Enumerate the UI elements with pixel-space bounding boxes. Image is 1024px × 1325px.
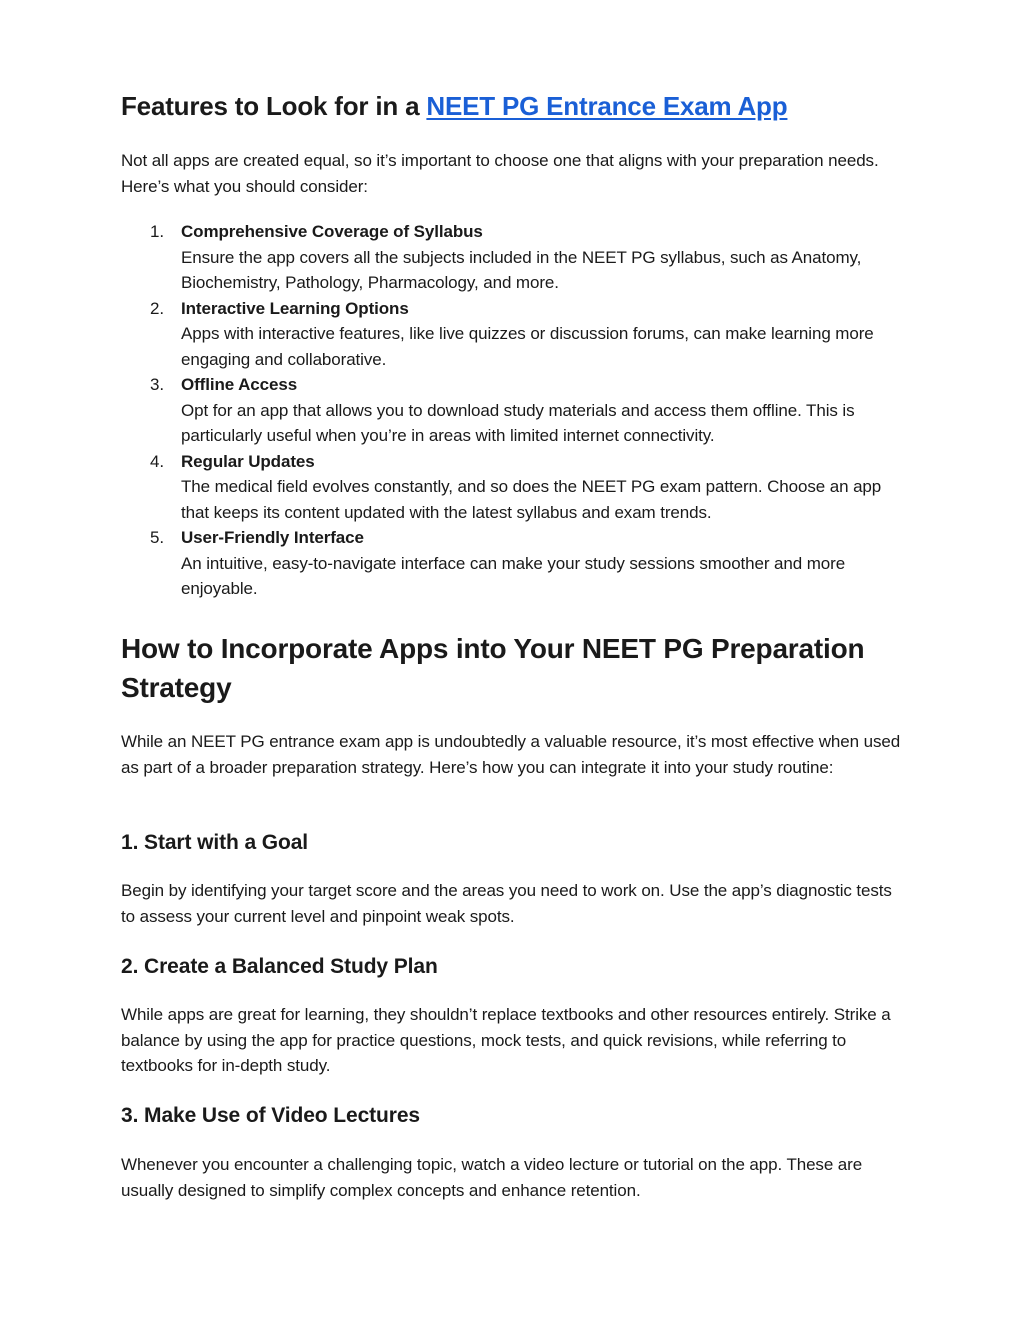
list-item-title: User-Friendly Interface	[181, 528, 364, 547]
list-item-description: Apps with interactive features, like live quizzes or discussion forums, can make learning more engaging and collaborative.	[181, 324, 874, 369]
step-text-video-lectures: Whenever you encounter a challenging topic, watch a video lecture or tutorial on the app. These are usually designed to simplify complex concepts and enhance retention.	[121, 1155, 863, 1200]
step-text-study-plan: While apps are great for learning, they shouldn’t replace textbooks and other resources entirely. Strike a balance by using the app for practice questions, mock tests, and quick revisions, while referring to textbooks for in-depth study.	[121, 1005, 891, 1075]
features-intro: Not all apps are created equal, so it’s important to choose one that aligns with your preparation needs. Here’s what you should consider:	[121, 151, 879, 196]
step-heading-study-plan: 2. Create a Balanced Study Plan	[121, 955, 438, 978]
list-item-description: Ensure the app covers all the subjects included in the NEET PG syllabus, such as Anatomy, Biochemistry, Pathology, Pharmacology, and more.	[181, 247, 862, 292]
list-item-number: 1.	[150, 222, 164, 241]
incorporate-intro: While an NEET PG entrance exam app is undoubtedly a valuable resource, it’s most effective when used as part of a broader preparation strategy. Here’s how you can integrate it into your study routine:	[121, 732, 901, 777]
list-item-title: Regular Updates	[181, 451, 315, 471]
list-item-title: Offline Access	[181, 375, 298, 394]
features-list	[121, 219, 906, 602]
list-item-title: Interactive Learning Options	[181, 298, 409, 318]
step-heading-video-lectures: 3. Make Use of Video Lectures	[121, 1104, 420, 1127]
incorporate-heading: How to Incorporate Apps into Your NEET PG Preparation Strategy	[121, 633, 865, 703]
list-item	[121, 525, 906, 602]
features-heading-prefix: Features to Look for in a	[121, 91, 427, 121]
list-item-number: 2.	[150, 298, 164, 318]
list-item-number: 3.	[150, 375, 164, 394]
list-item	[121, 449, 906, 526]
list-item-title: Comprehensive Coverage of Syllabus	[181, 222, 483, 241]
list-item	[121, 219, 906, 296]
list-item-description: Opt for an app that allows you to download study materials and access them offline. This is particularly useful when you’re in areas with limited internet connectivity.	[181, 400, 855, 445]
step-text-goal: Begin by identifying your target score and the areas you need to work on. Use the app’s diagnostic tests to assess your current level and pinpoint weak spots.	[121, 881, 892, 926]
list-item	[121, 372, 906, 449]
neet-pg-app-link[interactable]: NEET PG Entrance Exam App	[426, 91, 788, 121]
list-item-number: 5.	[150, 528, 164, 547]
list-item-description: The medical field evolves constantly, and so does the NEET PG exam pattern. Choose an app that keeps its content updated with the latest syllabus and exam trends.	[181, 477, 882, 522]
list-item-description: An intuitive, easy-to-navigate interface can make your study sessions smoother and more enjoyable.	[181, 553, 846, 598]
step-heading-goal: 1. Start with a Goal	[121, 831, 309, 854]
features-heading	[121, 86, 787, 126]
list-item-number: 4.	[150, 451, 164, 471]
list-item	[121, 296, 906, 373]
